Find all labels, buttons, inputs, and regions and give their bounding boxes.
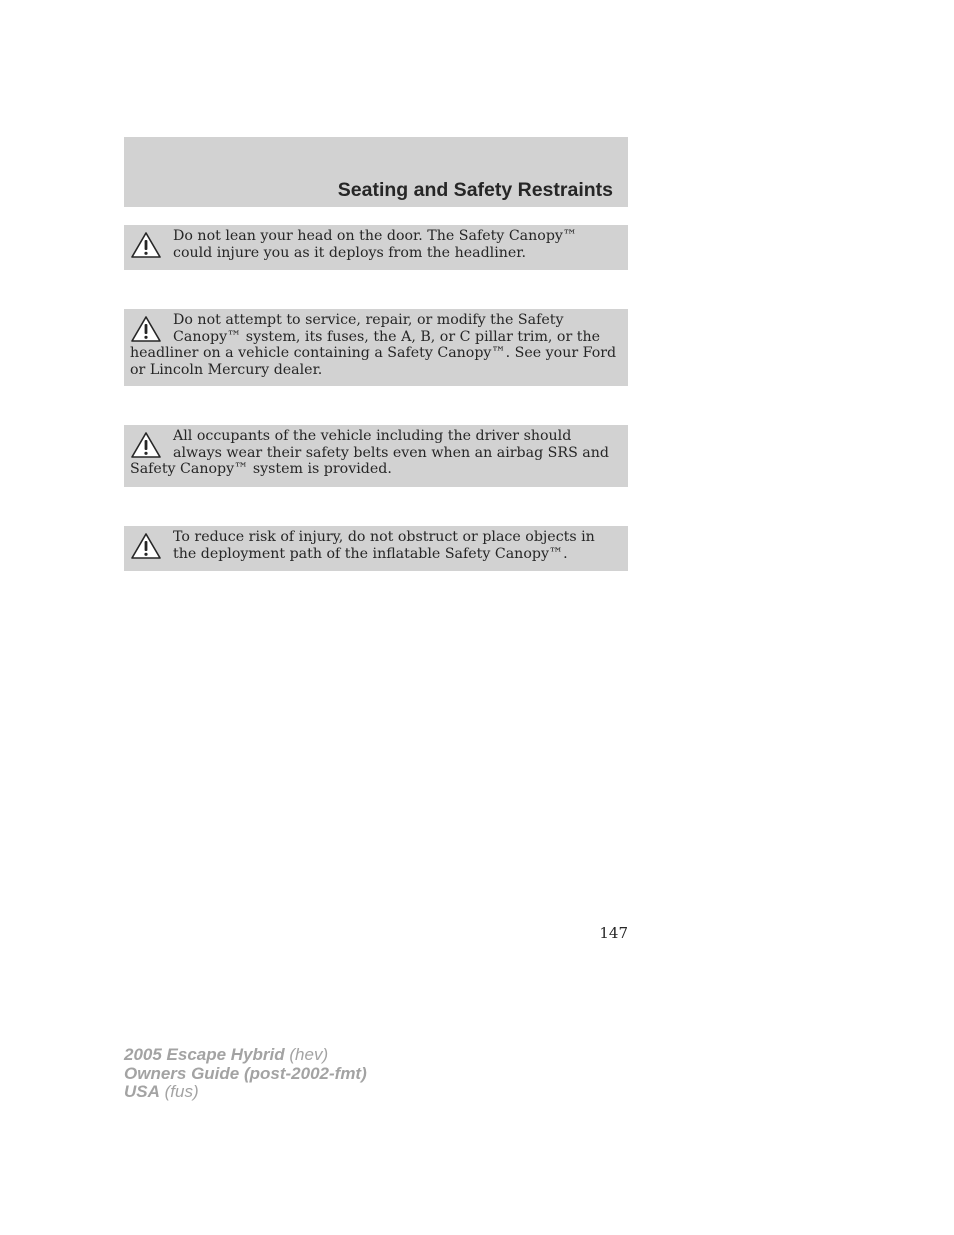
footer-market-name: USA bbox=[124, 1082, 160, 1101]
footer-model-code: (hev) bbox=[289, 1045, 329, 1064]
warning-text: Do not attempt to service, repair, or modify the Safety Canopy™ system, its fuses, the A, B, or C pillar trim, or the headliner on a vehicle containing a Safety Canopy™. See your Ford or Lincoln Mercury dealer. bbox=[130, 312, 617, 378]
warning-text: Do not lean your head on the door. The Safety Canopy™ could injure you as it deploys from the headliner. bbox=[173, 228, 578, 261]
warning-triangle-icon bbox=[130, 431, 162, 459]
warning-box-4 bbox=[124, 526, 628, 571]
footer-market-code: (fus) bbox=[164, 1082, 199, 1101]
footer-model-name: 2005 Escape Hybrid bbox=[124, 1045, 285, 1064]
page-number: 147 bbox=[599, 924, 628, 942]
footer-line-model bbox=[124, 1046, 367, 1065]
warning-box-2 bbox=[124, 309, 628, 386]
warning-triangle-icon bbox=[130, 315, 162, 343]
footer-guide-name: Owners Guide (post-2002-fmt) bbox=[124, 1063, 367, 1083]
warning-triangle-icon bbox=[130, 231, 162, 259]
footer-line-market bbox=[124, 1083, 367, 1102]
warning-box-1 bbox=[124, 225, 628, 270]
section-title: Seating and Safety Restraints bbox=[337, 179, 613, 201]
warning-text: All occupants of the vehicle including the driver should always wear their safety belts even when an airbag SRS and Safety Canopy™ system is provided. bbox=[130, 428, 609, 478]
warning-box-3 bbox=[124, 425, 628, 487]
section-header-band bbox=[124, 137, 628, 207]
warning-triangle-icon bbox=[130, 532, 162, 560]
warning-text: To reduce risk of injury, do not obstruct or place objects in the deployment path of the inflatable Safety Canopy™. bbox=[173, 529, 595, 562]
document-footer bbox=[124, 1046, 367, 1102]
